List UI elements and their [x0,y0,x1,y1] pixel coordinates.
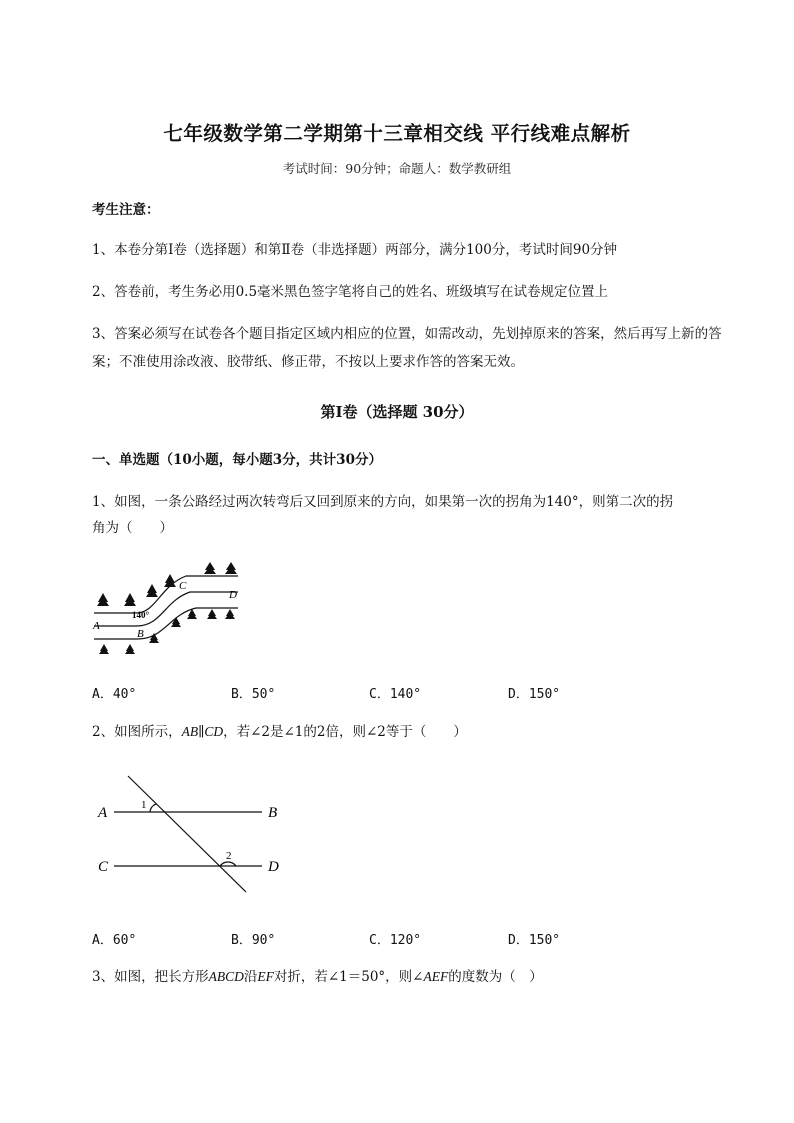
figure-label-c: C [98,859,109,875]
question-2-stem-prefix: 2、如图所示， [92,724,182,740]
question-1-figure [90,556,250,660]
figure-angle-2: 2 [226,850,232,862]
figure-label-d: D [268,859,279,875]
question-1-stem-line1: 1、如图，一条公路经过两次转弯后又回到原来的方向，如果第一次的拐角为140°，则第二次的拐 [92,494,674,510]
notice-item-3: 3、答案必须写在试卷各个题目指定区域内相应的位置，如需改动，先划掉原来的答案，然后再写上新的答案；不准使用涂改液、胶带纸、修正带，不按以上要求作答的答案无效。 [92,326,722,370]
exam-info: 考试时间：90分钟；命题人：数学教研组 [282,161,512,176]
figure-label-b: B [268,805,278,821]
question-3-stem-math-2: EF [257,969,274,984]
figure-angle-1: 1 [141,799,147,811]
figure-label-d: D [229,589,237,601]
question-2-option-d[interactable]: D．150° [508,933,561,948]
question-1-option-b[interactable]: B．50° [231,687,276,702]
question-2-stem-math: AB∥CD [181,724,224,739]
question-2-option-b[interactable]: B．90° [231,933,276,948]
question-3-stem-math-1: ABCD [208,969,244,984]
page-title: 七年级数学第二学期第十三章相交线 平行线难点解析 [163,122,631,145]
question-2-figure [90,768,300,898]
notice-heading: 考生注意： [92,202,160,218]
figure-label-c: C [179,580,187,592]
question-1-option-d[interactable]: D．150° [508,687,561,702]
question-1-stem-line2: 角为（ ） [92,520,173,536]
question-3-stem-math-3: AEF [423,969,449,984]
question-3-stem-prefix: 3、如图，把长方形 [92,969,209,985]
question-2-option-a[interactable]: A．60° [92,933,137,948]
question-2-option-c[interactable]: C．120° [369,933,422,948]
question-3-stem-mid-2: 对折，若∠1＝50°，则∠ [273,969,424,985]
figure-angle-label: 140° [132,610,150,620]
question-3-stem [92,963,543,991]
question-1-option-c[interactable]: C．140° [369,687,422,702]
question-3-stem-mid-1: 沿 [243,969,258,985]
notice-item-2: 2、答卷前，考生务必用0.5毫米黑色签字笔将自己的姓名、班级填写在试卷规定位置上 [92,284,609,300]
figure-label-a: A [93,620,100,632]
part-heading: 一、单选题（10小题，每小题3分，共计30分） [92,452,382,468]
notice-item-1: 1、本卷分第I卷（选择题）和第Ⅱ卷（非选择题）两部分，满分100分，考试时间90分钟 [92,242,618,258]
section-title: 第I卷（选择题 30分） [320,403,474,421]
question-2-stem-suffix: ，若∠2是∠1的2倍，则∠2等于（ ） [223,724,467,740]
question-1-option-a[interactable]: A．40° [92,687,137,702]
figure-label-a: A [98,805,108,821]
figure-label-b: B [137,628,144,640]
question-2-stem [92,718,467,746]
question-3-stem-suffix: 的度数为（ ） [448,969,543,985]
